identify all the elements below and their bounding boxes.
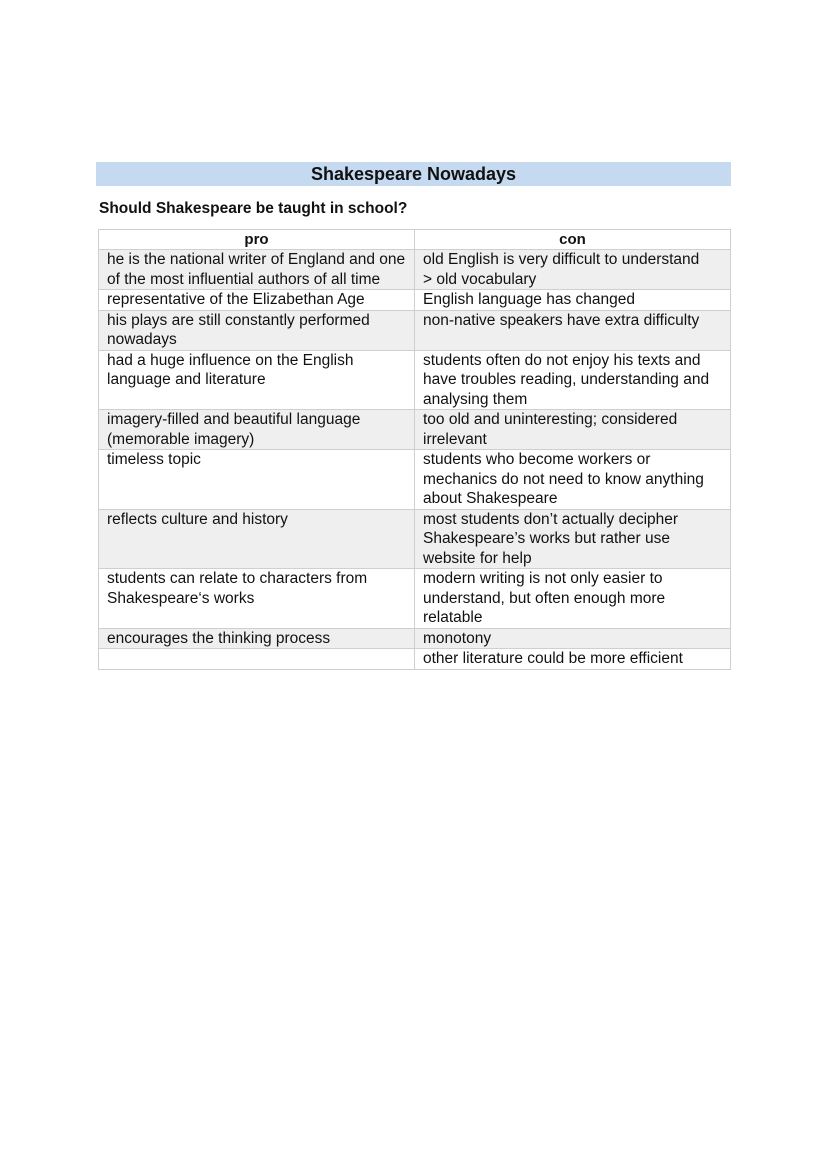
con-cell-text: old English is very difficult to understand > old vocabulary xyxy=(423,251,700,288)
pro-column-header: pro xyxy=(99,230,415,250)
table-row xyxy=(99,310,731,350)
table-row xyxy=(99,628,731,649)
con-cell: other literature could be more efficient xyxy=(415,649,731,670)
con-column-header: con xyxy=(415,230,731,250)
table-row xyxy=(99,569,731,629)
con-cell: students often do not enjoy his texts and have troubles reading, understanding and analysing them xyxy=(415,350,731,410)
con-cell: English language has changed xyxy=(415,290,731,311)
con-cell: students who become workers or mechanics do not need to know anything about Shakespeare xyxy=(415,450,731,510)
table-row xyxy=(99,410,731,450)
table-row xyxy=(99,350,731,410)
pro-cell: imagery-filled and beautiful language (memorable imagery) xyxy=(99,410,415,450)
con-cell: modern writing is not only easier to understand, but often enough more relatable xyxy=(415,569,731,629)
con-cell: most students don’t actually decipher Shakespeare’s works but rather use website for help xyxy=(415,509,731,569)
table-row xyxy=(99,290,731,311)
pro-cell: he is the national writer of England and one of the most influential authors of all time xyxy=(99,250,415,290)
pro-cell: reflects culture and history xyxy=(99,509,415,569)
table-header-row xyxy=(99,230,731,250)
question-heading: Should Shakespeare be taught in school? xyxy=(99,200,408,217)
table-row xyxy=(99,649,731,670)
pro-cell: encourages the thinking process xyxy=(99,628,415,649)
table-row xyxy=(99,250,731,290)
table-row xyxy=(99,450,731,510)
pro-cell: representative of the Elizabethan Age xyxy=(99,290,415,311)
pro-cell: students can relate to characters from Shakespeare‘s works xyxy=(99,569,415,629)
pro-cell: had a huge influence on the English language and literature xyxy=(99,350,415,410)
document-title: Shakespeare Nowadays xyxy=(96,162,731,186)
pro-cell: his plays are still constantly performed nowadays xyxy=(99,310,415,350)
con-cell xyxy=(415,250,731,290)
pro-cell: timeless topic xyxy=(99,450,415,510)
con-cell: non-native speakers have extra difficulty xyxy=(415,310,731,350)
table-row xyxy=(99,509,731,569)
con-cell: too old and uninteresting; considered irrelevant xyxy=(415,410,731,450)
con-cell: monotony xyxy=(415,628,731,649)
pros-cons-table xyxy=(98,229,731,670)
pro-cell-empty xyxy=(99,649,415,670)
